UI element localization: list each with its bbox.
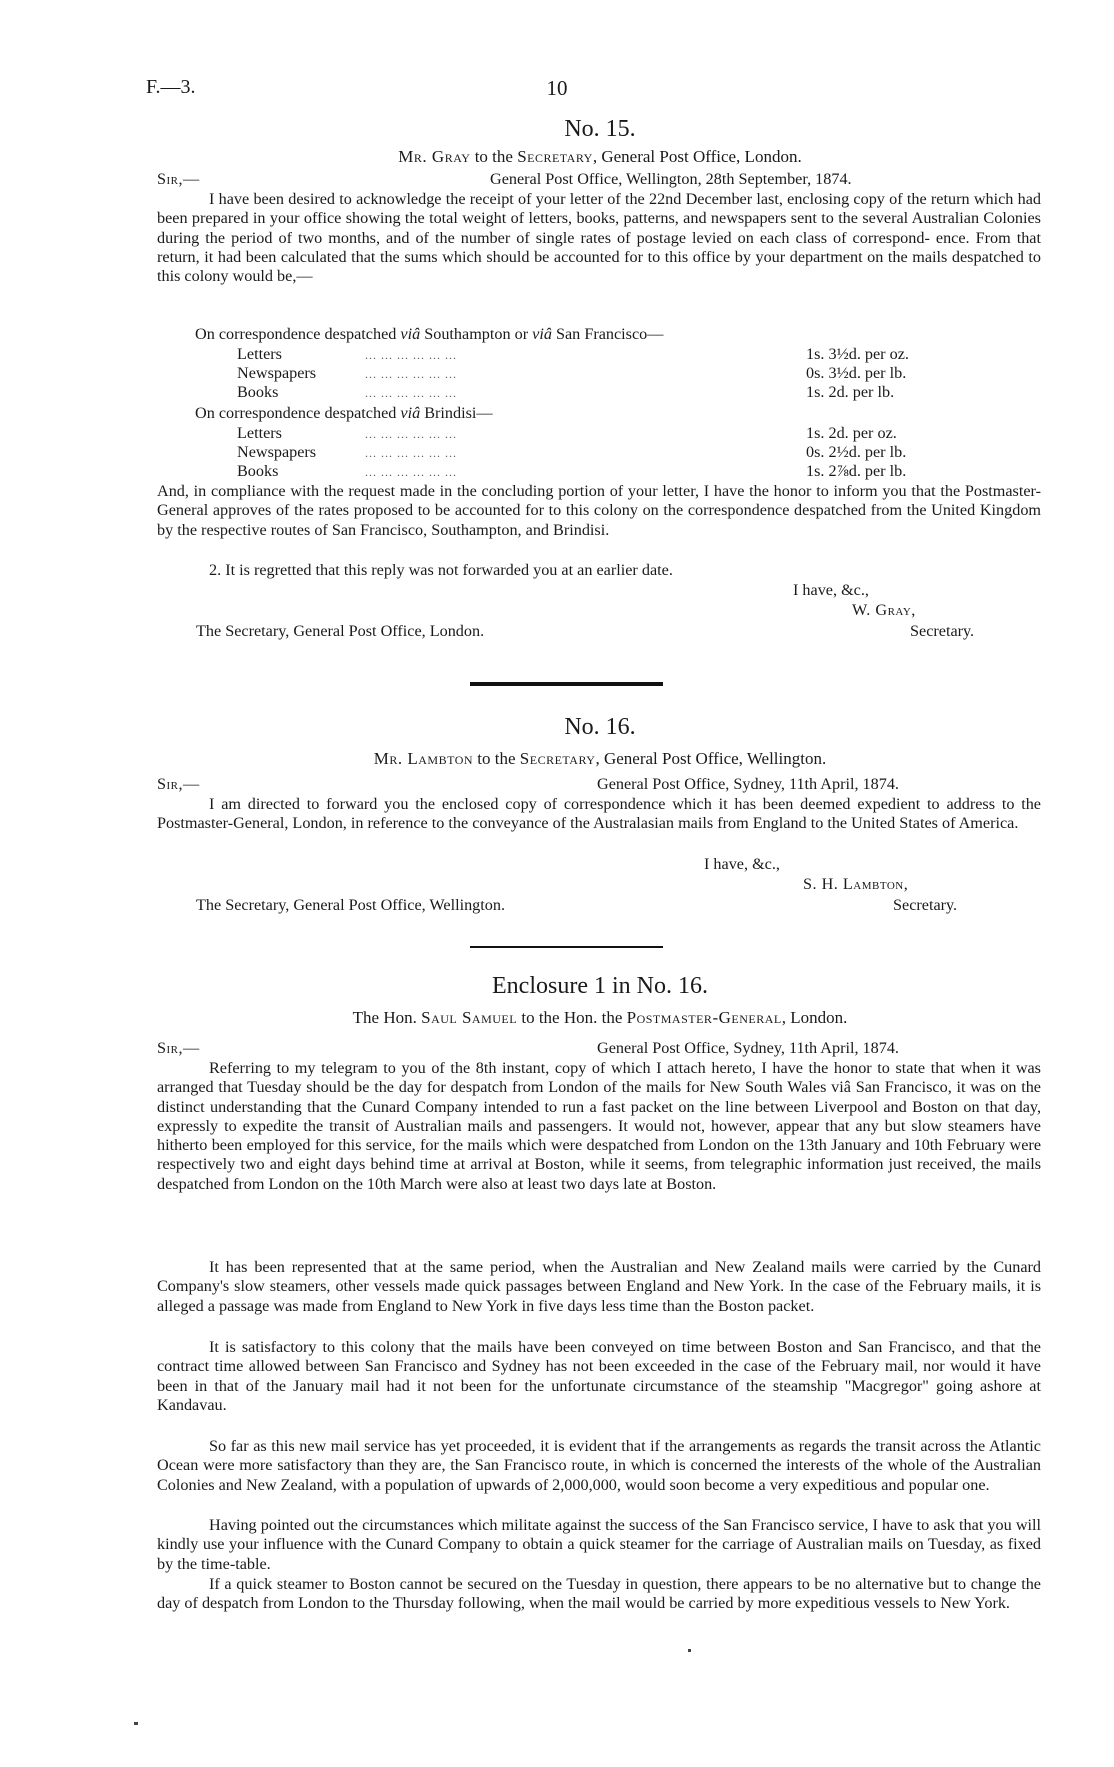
no16-subtitle: Mr. Lambton to the Secretary, General Post Office, Wellington. xyxy=(373,749,827,768)
no15-route2-heading: On correspondence despatched viâ Brindisi— xyxy=(195,404,493,422)
section-divider xyxy=(470,682,663,686)
no15-closing: I have, &c., xyxy=(793,581,869,599)
no15-from: Mr. Gray xyxy=(398,147,471,166)
page-number: 10 xyxy=(546,76,568,100)
no16-dateline: General Post Office, Sydney, 11th April, 1874. xyxy=(597,775,899,793)
rate-row: Letters ... ... ... ... ... ... 1s. 2d. per oz. xyxy=(237,424,897,442)
rate-row: Books ... ... ... ... ... ... 1s. 2⅞d. per lb. xyxy=(237,462,907,480)
no15-place: , General Post Office, London. xyxy=(592,147,802,166)
rate-row: Newspapers ... ... ... ... ... ... 0s. 3½d. per lb. xyxy=(237,364,907,382)
no16-paragraph-1: I am directed to forward you the enclosed copy of correspondence which it has been deemed expedient to address to the Postmaster-General, London, in reference to the conveyance of the Australasian mails from England to the United States of America. xyxy=(157,795,1041,833)
no15-signature: W. Gray, xyxy=(852,601,916,619)
no15-paragraph-2: And, in compliance with the request made in the concluding portion of your letter, I have the honor to inform you that the Postmaster-General approves of the rates proposed to be accounted for to this colony on the correspondence despatched from the United Kingdom by the respective routes of San Francisco, Southampton, and Brindisi. xyxy=(157,482,1041,539)
enclosure-paragraph-1: Referring to my telegram to you of the 8th instant, copy of which I attach hereto, I have the honor to state that when it was arranged that Tuesday should be the day for despatch from London of the mails for New South Wales viâ San Francisco, it was on the distinct understanding that the Cunard Company intended to run a fast packet on the line between Liverpool and Boston on that day, expressly to expedite the transit of Australian mails and passengers. It would not, however, appear that any but slow steamers have hitherto been employed for this service, for the mails which were despatched from London on the 13th January and 10th February were respectively two and eight days behind time at arrival at Boston, while it seems, from telegraphic information just received, the mails despatched from London on the 10th March were also at least two days late at Boston. xyxy=(157,1059,1041,1193)
no16-sign-title: Secretary. xyxy=(893,896,958,914)
no15-dateline: General Post Office, Wellington, 28th September, 1874. xyxy=(490,170,852,188)
no15-title: No. 15. xyxy=(564,116,636,142)
rate-row: Books ... ... ... ... ... ... 1s. 2d. per lb. xyxy=(237,383,895,401)
no15-sign-title: Secretary. xyxy=(910,622,975,640)
no15-to-word: to the xyxy=(474,147,513,166)
enclosure-salutation: Sir,— xyxy=(157,1039,200,1057)
no15-subtitle xyxy=(150,147,1050,167)
section-divider xyxy=(470,946,663,948)
scan-speck xyxy=(134,1722,138,1725)
enclosure-title: Enclosure 1 in No. 16. xyxy=(492,973,708,999)
no15-paragraph-1: I have been desired to acknowledge the receipt of your letter of the 22nd December last, enclosing copy of the return which had been prepared in your office showing the total weight of letters, books, patterns, and newspapers sent to the several Australian Colonies during the period of two months, and of the number of single rates of postage levied on each class of correspond- ence. From that return, it had been calculated that the sums which should be accounted for to this office by your department on the mails despatched to this colony would be,— xyxy=(157,190,1041,286)
enclosure-paragraph-6: If a quick steamer to Boston cannot be secured on the Tuesday in question, there appears to be no alternative but to change the day of despatch from London to the Thursday following, when the mail would be carried by more expeditious vessels to New York. xyxy=(157,1575,1041,1613)
rate-row: Letters ... ... ... ... ... ... 1s. 3½d. per oz. xyxy=(237,345,909,363)
no16-salutation: Sir,— xyxy=(157,775,200,793)
no16-addressee: The Secretary, General Post Office, Wellington. xyxy=(196,896,506,914)
enclosure-dateline: General Post Office, Sydney, 11th April, 1874. xyxy=(597,1039,899,1057)
no15-addressee: The Secretary, General Post Office, London. xyxy=(196,622,485,640)
enclosure-paragraph-4: So far as this new mail service has yet proceeded, it is evident that if the arrangements as regards the transit across the Atlantic Ocean were more satisfactory than they are, the San Francisco route, in which is concerned the interests of the whole of the Australian Colonies and New Zealand, with a population of upwards of 2,000,000, would soon become a very expeditious and popular one. xyxy=(157,1437,1041,1494)
paper-reference: F.—3. xyxy=(146,76,196,98)
enclosure-paragraph-3: It is satisfactory to this colony that the mails have been conveyed on time between Boston and San Francisco, and that the contract time allowed between San Francisco and Sydney has not been exceeded in the case of the February mail, nor would it have been in that of the January mail had it not been for the unfortunate circumstance of the steamship "Macgregor" going ashore at Kandavau. xyxy=(157,1338,1041,1414)
no16-closing: I have, &c., xyxy=(704,855,780,873)
no15-paragraph-3: 2. It is regretted that this reply was not forwarded you at an earlier date. xyxy=(209,561,673,579)
no16-title: No. 16. xyxy=(564,714,636,740)
enclosure-paragraph-2: It has been represented that at the same period, when the Australian and New Zealand mails were carried by the Cunard Company's slow steamers, other vessels made quick passages between England and New York. In the case of the February mails, it is alleged a passage was made from England to New York in five days less time than the Boston packet. xyxy=(157,1258,1041,1315)
enclosure-subtitle: The Hon. Saul Samuel to the Hon. the Postmaster-General, London. xyxy=(352,1008,848,1027)
no15-to-title: Secretary xyxy=(517,147,593,166)
rate-row: Newspapers ... ... ... ... ... ... 0s. 2½d. per lb. xyxy=(237,443,907,461)
no15-salutation: Sir,— xyxy=(157,170,200,188)
scan-speck xyxy=(688,1649,691,1652)
no16-signature: S. H. Lambton, xyxy=(803,875,909,893)
enclosure-paragraph-5: Having pointed out the circumstances which militate against the success of the San Francisco service, I have to ask that you will kindly use your influence with the Cunard Company to obtain a quick steamer for the carriage of Australian mails on Tuesday, as fixed by the time-table. xyxy=(157,1516,1041,1573)
no15-route1-heading: On correspondence despatched viâ Southampton or viâ San Francisco— xyxy=(195,325,664,343)
